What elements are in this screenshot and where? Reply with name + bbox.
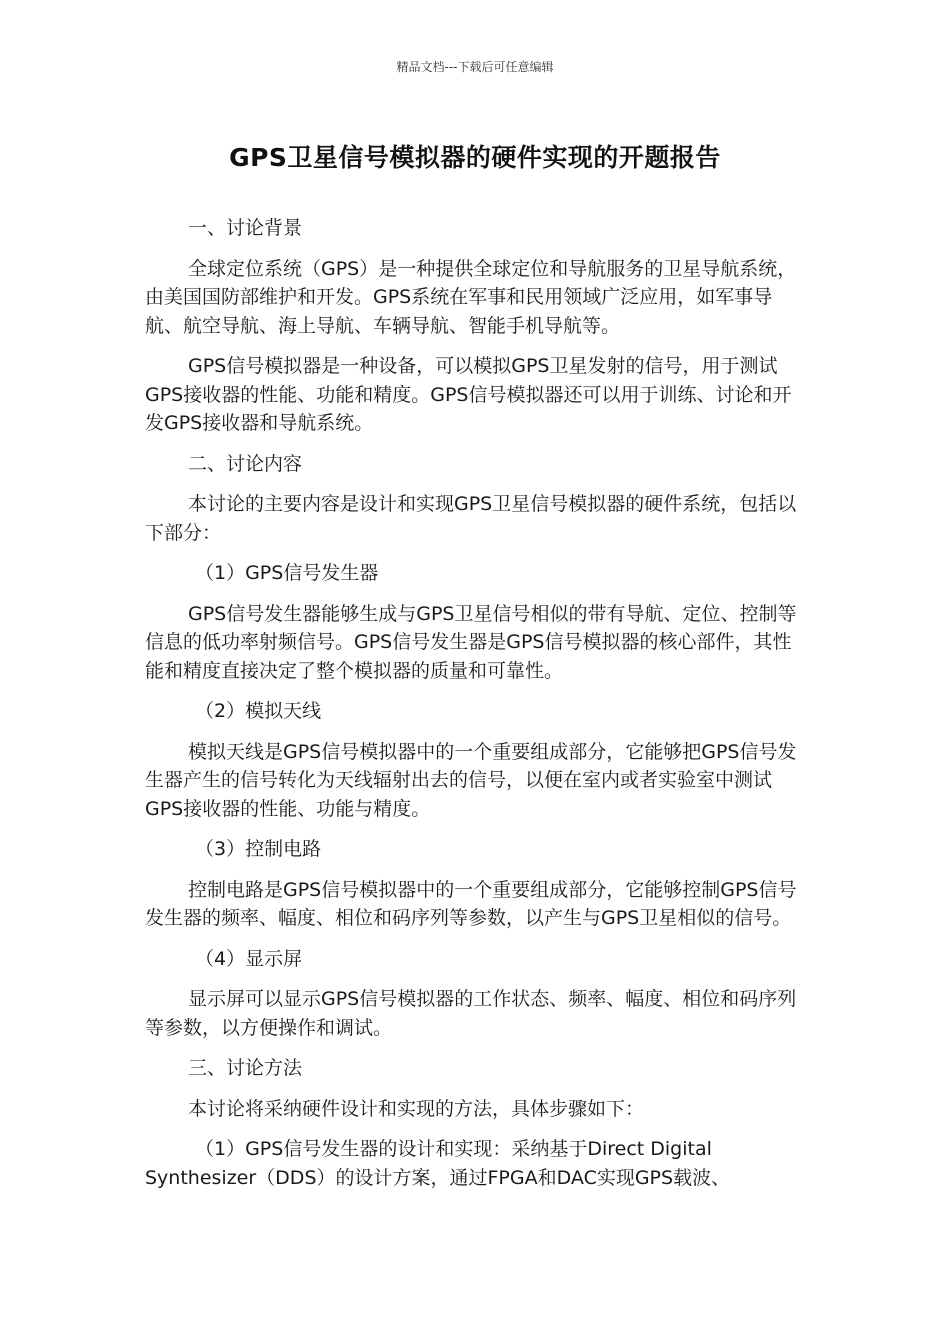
paragraph-method-intro: 本讨论将采纳硬件设计和实现的方法，具体步骤如下： xyxy=(188,1097,645,1120)
paragraph-antenna: 模拟天线是GPS信号模拟器中的一个重要组成部分，它能够把GPS信号发生器产生的信号转化为天线辐射出去的信号，以便在室内或者实验室中测试GPS接收器的性能、功能与精度。 xyxy=(145,740,797,820)
subheading-signal-generator: （1）GPS信号发生器 xyxy=(195,562,379,584)
document-body xyxy=(145,214,810,1204)
method-step1-line1: （1）GPS信号发生器的设计和实现：采纳基于Direct Digital xyxy=(195,1138,712,1160)
paragraph-gps-overview: 全球定位系统（GPS）是一种提供全球定位和导航服务的卫星导航系统，由美国国防部维护和开发。GPS系统在军事和民用领域广泛应用，如军事导航、航空导航、海上导航、车辆导航、智能手机导航等。 xyxy=(145,257,797,337)
paragraph-simulator-intro: GPS信号模拟器是一种设备，可以模拟GPS卫星发射的信号，用于测试GPS接收器的性能、功能和精度。GPS信号模拟器还可以用于训练、讨论和开发GPS接收器和导航系统。 xyxy=(145,355,792,434)
section-heading-content: 二、讨论内容 xyxy=(188,452,303,475)
header-watermark: 精品文档---下载后可任意编辑 xyxy=(396,60,554,74)
paragraph-content-intro: 本讨论的主要内容是设计和实现GPS卫星信号模拟器的硬件系统，包括以下部分： xyxy=(145,493,797,544)
paragraph-signal-generator: GPS信号发生器能够生成与GPS卫星信号相似的带有导航、定位、控制等信息的低功率射频信号。GPS信号发生器是GPS信号模拟器的核心部件，其性能和精度直接决定了整个模拟器的质量和可靠性。 xyxy=(145,602,797,682)
subheading-antenna: （2）模拟天线 xyxy=(195,700,322,722)
section-heading-method: 三、讨论方法 xyxy=(188,1057,303,1079)
method-step1-line2: Synthesizer（DDS）的设计方案，通过FPGA和DAC实现GPS载波、 xyxy=(145,1166,731,1189)
section-heading-background: 一、讨论背景 xyxy=(188,217,303,239)
paragraph-control-circuit: 控制电路是GPS信号模拟器中的一个重要组成部分，它能够控制GPS信号发生器的频率、幅度、相位和码序列等参数，以产生与GPS卫星相似的信号。 xyxy=(145,878,797,929)
document-title: GPS卫星信号模拟器的硬件实现的开题报告 xyxy=(229,143,721,172)
subheading-display: （4）显示屏 xyxy=(195,947,303,970)
paragraph-display: 显示屏可以显示GPS信号模拟器的工作状态、频率、幅度、相位和码序列等参数，以方便操作和调试。 xyxy=(145,988,797,1039)
subheading-control-circuit: （3）控制电路 xyxy=(195,838,322,860)
paragraph-method-step1 xyxy=(145,1135,810,1192)
